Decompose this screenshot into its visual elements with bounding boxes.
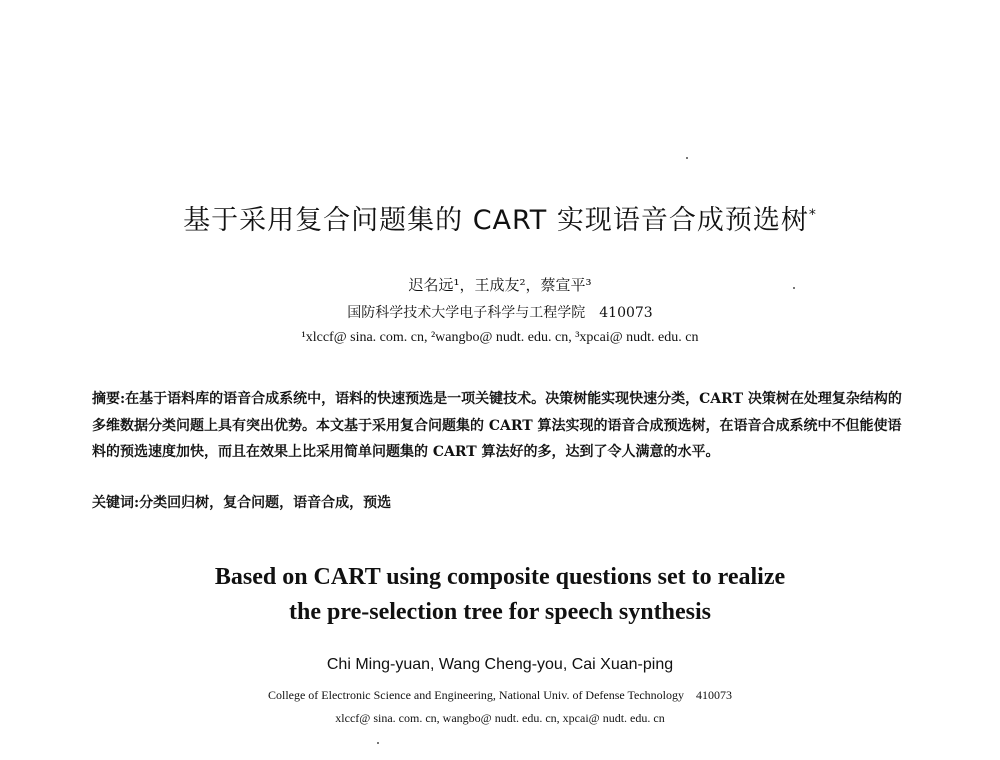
abstract-text: 在基于语料库的语音合成系统中，语料的快速预选是一项关键技术。决策树能实现快速分类，CART 决策树在处理复杂结构的多维数据分类问题上具有突出优势。本文基于采用复合问题集的 CART 算法实现的语音合成预选树，在语音合成系统中不但能使语料的预选速度加快，而且在效果上比采用简单问题集的 CART 算法好的多，达到了令人满意的水平。 bbox=[92, 391, 902, 460]
english-title bbox=[0, 560, 1000, 630]
chinese-title-text: 基于采用复合问题集的 CART 实现语音合成预选树 bbox=[183, 205, 809, 236]
chinese-author-emails: ¹xlccf@ sina. com. cn, ²wangbo@ nudt. edu. cn, ³xpcai@ nudt. edu. cn bbox=[301, 330, 699, 345]
english-affiliation: College of Electronic Science and Engineering, National Univ. of Defense Technology 410073 bbox=[267, 688, 733, 702]
abstract-label: 摘要: bbox=[92, 391, 126, 407]
scan-speck bbox=[793, 287, 795, 289]
keywords-text: 分类回归树，复合问题，语音合成，预选 bbox=[139, 495, 392, 511]
chinese-authors: 迟名远¹，王成友²，蔡宣平³ bbox=[408, 276, 592, 294]
english-authors: Chi Ming-yuan, Wang Cheng-you, Cai Xuan-ping bbox=[326, 656, 674, 673]
english-title-line-2: the pre-selection tree for speech synthesis bbox=[289, 599, 711, 625]
english-title-line-1: Based on CART using composite questions set to realize bbox=[214, 564, 786, 590]
scan-speck bbox=[686, 157, 688, 159]
chinese-abstract bbox=[92, 386, 912, 466]
scan-speck bbox=[377, 742, 379, 744]
title-footnote-mark: * bbox=[808, 207, 817, 223]
keywords-label: 关键词: bbox=[92, 495, 140, 511]
chinese-affiliation: 国防科学技术大学电子科学与工程学院 410073 bbox=[347, 305, 653, 321]
chinese-keywords bbox=[92, 492, 912, 512]
english-author-emails: xlccf@ sina. com. cn, wangbo@ nudt. edu. cn, xpcai@ nudt. edu. cn bbox=[335, 711, 665, 725]
chinese-title bbox=[0, 198, 1000, 237]
